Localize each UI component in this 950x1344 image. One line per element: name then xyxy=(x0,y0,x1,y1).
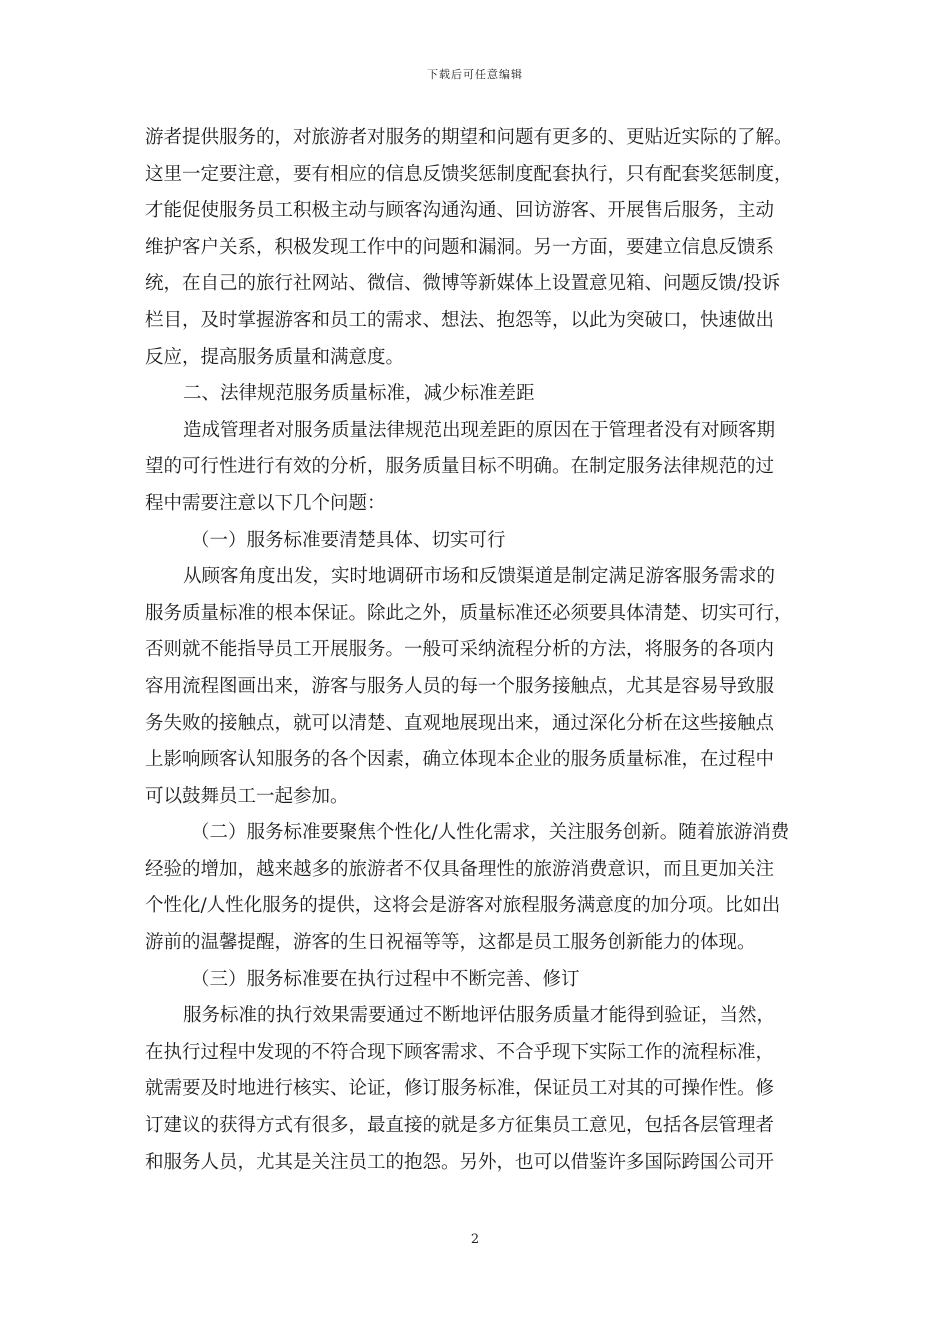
body-line: 可以鼓舞员工一起参加。 xyxy=(145,785,349,807)
paragraph-first-line: 造成管理者对服务质量法律规范出现差距的原因在于管理者没有对顾客期 xyxy=(183,419,776,441)
paragraph-first-line: 服务标准的执行效果需要通过不断地评估服务质量才能得到验证，当然， xyxy=(183,1005,776,1027)
body-line: 个性化/人性化服务的提供，这将会是游客对旅程服务满意度的加分项。比如出 xyxy=(145,895,781,917)
body-line: 游前的温馨提醒，游客的生日祝福等等，这都是员工服务创新能力的体现。 xyxy=(145,932,756,954)
paragraph-first-line: 从顾客角度出发，实时地调研市场和反馈渠道是制定满足游客服务需求的 xyxy=(183,566,776,588)
page-header: 下载后可任意编辑 xyxy=(427,68,523,81)
body-line: 维护客户关系，积极发现工作中的问题和漏洞。另一方面，要建立信息反馈系 xyxy=(145,236,775,258)
body-line: 服务质量标准的根本保证。除此之外，质量标准还必须要具体清楚、切实可行， xyxy=(145,602,793,624)
subsection-heading: （二）服务标准要聚焦个性化/人性化需求，关注服务创新。随着旅游消费 xyxy=(191,822,790,844)
body-line: 栏目，及时掌握游客和员工的需求、想法、抱怨等，以此为突破口，快速做出 xyxy=(145,309,775,331)
document-body xyxy=(145,120,810,1181)
body-line: 这里一定要注意，要有相应的信息反馈奖惩制度配套执行，只有配套奖惩制度， xyxy=(145,163,793,185)
body-line: 容用流程图画出来，游客与服务人员的每一个服务接触点，尤其是容易导致服 xyxy=(145,675,775,697)
body-line: 反应，提高服务质量和满意度。 xyxy=(145,346,405,368)
body-line: 统，在自己的旅行社网站、微信、微博等新媒体上设置意见箱、问题反馈/投诉 xyxy=(145,273,781,295)
subsection-heading: （三）服务标准要在执行过程中不断完善、修订 xyxy=(191,968,580,990)
section-heading: 二、法律规范服务质量标准，减少标准差距 xyxy=(183,383,535,405)
body-line: 订建议的获得方式有很多，最直接的就是多方征集员工意见，包括各层管理者 xyxy=(145,1115,775,1137)
body-line: 游者提供服务的，对旅游者对服务的期望和问题有更多的、更贴近实际的了解。 xyxy=(145,127,793,148)
body-line: 上影响顾客认知服务的各个因素，确立体现本企业的服务质量标准，在过程中 xyxy=(145,749,775,771)
body-line: 望的可行性进行有效的分析，服务质量目标不明确。在制定服务法律规范的过 xyxy=(145,456,775,478)
body-line: 和服务人员，尤其是关注员工的抱怨。另外，也可以借鉴许多国际跨国公司开 xyxy=(145,1151,775,1173)
body-line: 程中需要注意以下几个问题： xyxy=(145,492,386,514)
page-number: 2 xyxy=(470,1232,480,1247)
body-line: 就需要及时地进行核实、论证，修订服务标准，保证员工对其的可操作性。修 xyxy=(145,1078,775,1100)
subsection-heading: （一）服务标准要清楚具体、切实可行 xyxy=(191,529,506,551)
body-line: 否则就不能指导员工开展服务。一般可采纳流程分析的方法，将服务的各项内 xyxy=(145,639,775,661)
body-line: 经验的增加，越来越多的旅游者不仅具备理性的旅游消费意识，而且更加关注 xyxy=(145,858,775,880)
body-line: 在执行过程中发现的不符合现下顾客需求、不合乎现下实际工作的流程标准， xyxy=(145,1041,775,1063)
body-line: 才能促使服务员工积极主动与顾客沟通沟通、回访游客、开展售后服务，主动 xyxy=(145,200,775,222)
body-line: 务失败的接触点，就可以清楚、直观地展现出来，通过深化分析在这些接触点 xyxy=(145,712,775,734)
